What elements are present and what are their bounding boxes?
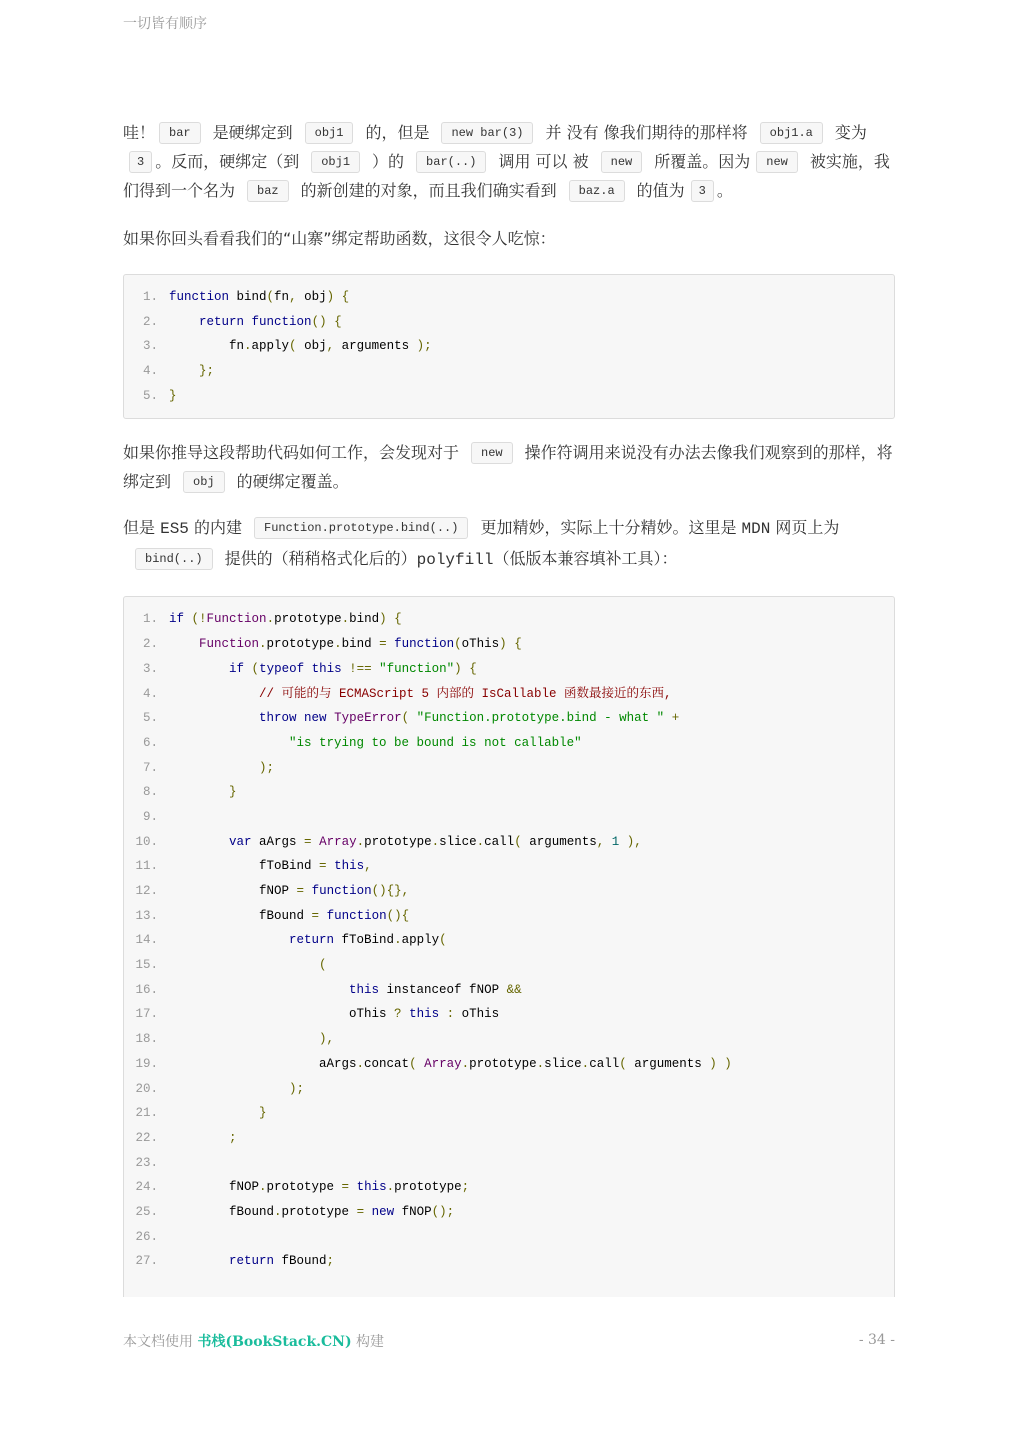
paragraph-1 — [123, 118, 895, 205]
code-line — [124, 731, 894, 756]
code-line — [124, 1151, 894, 1176]
code-text: this instanceof fNOP && — [349, 982, 522, 997]
code-text: } — [259, 1106, 267, 1121]
code-text: ), — [319, 1032, 335, 1047]
line-number: 4. — [142, 686, 158, 701]
line-number: 16. — [135, 982, 158, 997]
code-line — [124, 1077, 894, 1102]
inline-term: ES5 — [160, 520, 189, 539]
code-line — [124, 334, 894, 359]
footer-prefix: 本文档使用 — [123, 1334, 198, 1350]
code-line — [124, 359, 894, 384]
text: 被实施，我们得到一个名为 — [123, 152, 890, 200]
code-text: fNOP = function(){}, — [169, 884, 410, 898]
paragraph-2: 如果你回头看看我们的“山寨”绑定帮助函数，这很令人吃惊： — [123, 229, 556, 248]
text: 的，但是 — [365, 123, 430, 142]
code-text: fToBind = this, — [169, 859, 372, 874]
code-line — [124, 854, 894, 879]
inline-code: new — [601, 151, 643, 173]
code-line — [124, 1249, 894, 1274]
bookstack-link[interactable]: 书栈(BookStack.CN) — [197, 1334, 352, 1350]
code-text: if (!Function.prototype.bind) { — [169, 612, 402, 627]
code-text: fBound = function(){ — [169, 908, 410, 923]
line-number: 3. — [142, 661, 158, 676]
inline-code: new bar(3) — [441, 122, 533, 144]
line-number: 8. — [142, 785, 158, 800]
page-content — [123, 118, 895, 1297]
text: 所覆盖。因为 — [654, 152, 751, 171]
line-number: 13. — [135, 908, 158, 923]
code-line — [124, 904, 894, 929]
code-text: } — [229, 785, 237, 800]
line-number: 5. — [142, 711, 158, 726]
line-number: 1. — [142, 290, 158, 304]
inline-code: bind(..) — [135, 548, 213, 570]
line-number: 14. — [135, 933, 158, 948]
code-text: aArgs.concat( Array.prototype.slice.call( arguments ) ) — [169, 1056, 732, 1071]
code-line — [124, 310, 894, 335]
code-line — [124, 632, 894, 657]
line-number: 22. — [135, 1130, 158, 1145]
code-text: return function() { — [199, 314, 342, 329]
paragraph-4 — [123, 513, 895, 575]
line-number: 21. — [135, 1106, 158, 1121]
text: ）的 — [372, 152, 405, 171]
inline-code: Function.prototype.bind(..) — [254, 517, 468, 539]
inline-code: obj — [183, 471, 225, 493]
code-line — [124, 384, 894, 409]
line-number: 27. — [135, 1254, 158, 1269]
code-text: fNOP.prototype = this.prototype; — [169, 1180, 470, 1195]
code-block-bind — [123, 274, 895, 419]
inline-code: baz.a — [569, 180, 625, 202]
code-text: if (typeof this !== "function") { — [229, 661, 477, 676]
code-line — [124, 1101, 894, 1126]
code-text: oThis ? this : oThis — [169, 1007, 500, 1022]
line-number: 4. — [142, 364, 158, 379]
code-line — [124, 1200, 894, 1225]
inline-code: 3 — [691, 180, 714, 202]
text: 但是 — [123, 518, 161, 538]
text: （低版本兼容填补工具）： — [493, 549, 678, 569]
line-number: 10. — [135, 834, 158, 849]
code-text: "is trying to be bound is not callable" — [289, 735, 582, 750]
text: 的硬绑定覆盖。 — [236, 472, 349, 492]
footer-credit — [123, 1331, 384, 1351]
code-line — [124, 1225, 894, 1250]
code-text: ); — [289, 1081, 305, 1096]
text: 提供的（稍稍格式化后的） — [224, 549, 417, 569]
line-number: 11. — [135, 859, 158, 874]
code-line — [124, 607, 894, 632]
code-text: var aArgs = Array.prototype.slice.call( arguments, 1 ), — [229, 834, 642, 849]
inline-code: bar(..) — [416, 151, 486, 173]
code-text: }; — [199, 364, 215, 379]
inline-code: obj1 — [311, 151, 360, 173]
inline-code: obj1 — [305, 122, 354, 144]
text: 操作符调用来说没有办法去像我们观察到的那样，将绑定到 — [123, 443, 893, 492]
page-number: - 34 - — [858, 1332, 895, 1348]
line-number: 17. — [135, 1007, 158, 1022]
line-number: 19. — [135, 1056, 158, 1071]
inline-code: new — [471, 442, 513, 464]
code-line — [124, 830, 894, 855]
code-line — [124, 756, 894, 781]
text: 的内建 — [188, 518, 242, 538]
line-number: 18. — [135, 1032, 158, 1047]
code-line — [124, 706, 894, 731]
code-line — [124, 285, 894, 310]
code-line — [124, 1175, 894, 1200]
code-line — [124, 682, 894, 707]
footer-suffix: 构建 — [351, 1334, 385, 1350]
code-text: return fToBind.apply( — [289, 933, 447, 948]
line-number: 12. — [135, 884, 158, 898]
line-number: 9. — [142, 809, 158, 824]
inline-code: new — [756, 151, 798, 173]
line-number: 26. — [135, 1229, 158, 1244]
code-text: return fBound; — [229, 1254, 335, 1269]
code-text: fn.apply( obj, arguments ); — [169, 339, 432, 354]
inline-code: bar — [159, 122, 201, 144]
code-text: ); — [259, 760, 275, 775]
text: 。反而，硬绑定（到 — [155, 152, 300, 171]
text: 的值为 — [636, 181, 685, 200]
code-line — [124, 1027, 894, 1052]
line-number: 25. — [135, 1204, 158, 1219]
code-text: } — [169, 388, 177, 403]
line-number: 2. — [142, 637, 158, 652]
code-line — [124, 805, 894, 830]
code-text: ; — [229, 1130, 237, 1145]
text: 更加精妙，实际上十分精妙。这里是 — [480, 518, 742, 538]
code-line — [124, 1002, 894, 1027]
text: 的新创建的对象，而且我们确实看到 — [300, 181, 557, 200]
line-number: 3. — [142, 339, 158, 354]
text: 网页上为 — [770, 518, 840, 538]
text: 调用 可以 被 — [498, 152, 589, 171]
code-line — [124, 978, 894, 1003]
code-text: ( — [319, 958, 327, 973]
line-number: 1. — [142, 612, 158, 627]
text: 是硬绑定到 — [212, 123, 293, 142]
line-number: 15. — [135, 958, 158, 973]
text: 如果你推导这段帮助代码如何工作，会发现对于 — [123, 443, 460, 463]
code-line — [124, 657, 894, 682]
code-comment: // 可能的与 ECMAScript 5 内部的 IsCallable 函数最接近的东西, — [169, 686, 672, 701]
code-text: throw new TypeError( "Function.prototype.bind - what " + — [259, 711, 680, 726]
text: 变为 — [834, 123, 867, 142]
line-number: 6. — [142, 735, 158, 750]
code-line — [124, 1052, 894, 1077]
inline-code: baz — [247, 180, 289, 202]
code-line — [124, 953, 894, 978]
running-header: 一切皆有顺序 — [123, 16, 207, 32]
line-number: 24. — [135, 1180, 158, 1195]
text: 并 没有 像我们期待的那样将 — [545, 123, 748, 142]
text: 。 — [716, 181, 733, 200]
code-line — [124, 928, 894, 953]
line-number: 2. — [142, 314, 158, 329]
line-number: 23. — [135, 1155, 158, 1170]
text: 哇！ — [123, 123, 156, 142]
code-line — [124, 879, 894, 904]
line-number: 5. — [142, 388, 158, 403]
line-number: 7. — [142, 760, 158, 775]
code-line — [124, 780, 894, 805]
code-text: Function.prototype.bind = function(oThis) { — [199, 637, 522, 652]
line-number: 20. — [135, 1081, 158, 1096]
inline-term: polyfill — [416, 551, 494, 570]
paragraph-3 — [123, 438, 895, 496]
inline-code: 3 — [129, 151, 152, 173]
code-text: fBound.prototype = new fNOP(); — [169, 1204, 455, 1219]
code-line — [124, 1126, 894, 1151]
inline-code: obj1.a — [760, 122, 823, 144]
inline-term: MDN — [741, 520, 771, 539]
code-text: function bind(fn, obj) { — [169, 290, 350, 304]
code-block-polyfill — [123, 596, 895, 1297]
